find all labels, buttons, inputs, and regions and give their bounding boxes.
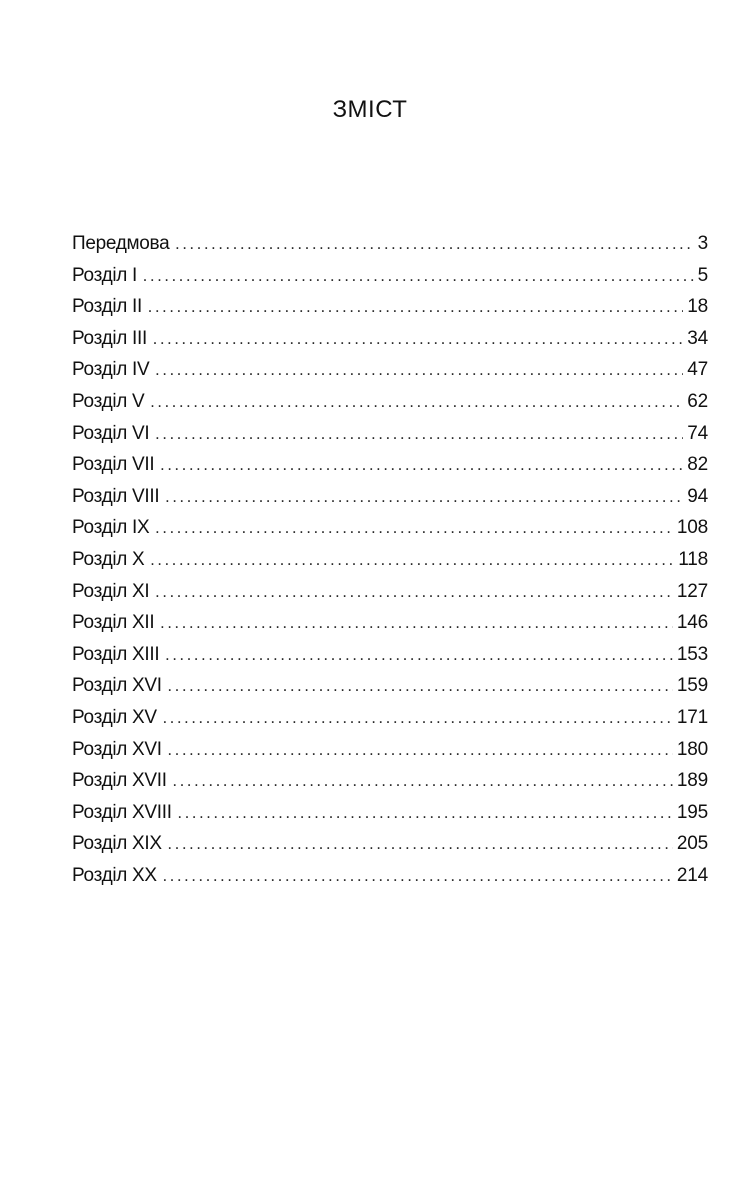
toc-dot-leader: [168, 829, 673, 861]
toc-entry-label: Розділ X: [72, 548, 145, 570]
toc-entry-label: Розділ XVI: [72, 675, 162, 697]
toc-dot-leader: [163, 861, 673, 893]
toc-dot-leader: [150, 545, 674, 577]
toc-entry-label: Розділ IV: [72, 359, 150, 381]
toc-entry: [72, 576, 708, 608]
toc-entry-label: Розділ V: [72, 390, 145, 412]
toc-entry: [72, 828, 708, 860]
toc-page-number: 127: [676, 580, 708, 602]
toc-entry-label: Розділ VII: [72, 454, 155, 476]
toc-page-number: 82: [687, 454, 708, 476]
toc-dot-leader: [165, 482, 683, 514]
toc-entry: [72, 860, 708, 892]
toc-dot-leader: [168, 671, 673, 703]
toc-page-number: 47: [687, 359, 708, 381]
toc-entry: [72, 481, 708, 513]
toc-entry-label: Розділ IX: [72, 517, 150, 539]
toc-entry: [72, 291, 708, 323]
toc-entry: [72, 354, 708, 386]
toc-dot-leader: [175, 229, 693, 261]
toc-entry: [72, 449, 708, 481]
toc-entry-label: Розділ І: [72, 264, 138, 286]
toc-dot-leader: [163, 703, 673, 735]
table-of-contents: [72, 228, 708, 891]
toc-entry-label: Розділ ІІ: [72, 296, 143, 318]
toc-entry-label: Передмова: [72, 233, 170, 254]
page-title: ЗМІСТ: [332, 96, 408, 124]
toc-page-number: 74: [687, 422, 708, 444]
toc-entry-label: Розділ XX: [72, 864, 157, 886]
toc-page-number: 171: [676, 706, 708, 728]
toc-dot-leader: [173, 766, 673, 798]
toc-dot-leader: [160, 608, 673, 640]
toc-page-number: 189: [676, 770, 708, 792]
toc-dot-leader: [155, 419, 683, 451]
toc-dot-leader: [155, 577, 672, 609]
toc-page-number: 108: [676, 517, 708, 539]
toc-page-number: 180: [676, 738, 708, 760]
toc-entry-label: Розділ XVII: [72, 770, 167, 792]
toc-entry-label: Розділ VI: [72, 422, 150, 444]
toc-entry: [72, 607, 708, 639]
toc-dot-leader: [178, 798, 673, 830]
toc-page-number: 214: [676, 864, 708, 886]
toc-dot-leader: [155, 513, 672, 545]
toc-dot-leader: [168, 735, 673, 767]
toc-entry: [72, 228, 708, 260]
toc-entry: [72, 734, 708, 766]
toc-dot-leader: [165, 640, 673, 672]
toc-page-number: 205: [676, 833, 708, 855]
toc-dot-leader: [143, 261, 694, 293]
toc-dot-leader: [153, 324, 683, 356]
toc-entry-label: Розділ XIII: [72, 643, 160, 665]
toc-entry-label: Розділ ІІІ: [72, 327, 147, 349]
toc-entry: [72, 639, 708, 671]
toc-entry: [72, 702, 708, 734]
toc-entry-label: Розділ VIII: [72, 485, 160, 507]
toc-entry: [72, 797, 708, 829]
toc-entry-label: Розділ XI: [72, 580, 150, 602]
toc-dot-leader: [150, 387, 683, 419]
toc-entry: [72, 323, 708, 355]
toc-page-number: 18: [687, 296, 708, 318]
toc-entry: [72, 512, 708, 544]
toc-page-number: 118: [678, 548, 708, 570]
toc-page-number: 195: [676, 801, 708, 823]
toc-entry: [72, 670, 708, 702]
toc-page-number: 94: [687, 485, 708, 507]
toc-entry: [72, 418, 708, 450]
toc-page-number: 159: [676, 675, 708, 697]
toc-entry: [72, 765, 708, 797]
toc-entry: [72, 386, 708, 418]
toc-entry: [72, 544, 708, 576]
toc-dot-leader: [160, 450, 683, 482]
toc-entry-label: Розділ XVI: [72, 738, 162, 760]
toc-entry-label: Розділ XV: [72, 706, 157, 728]
toc-dot-leader: [155, 355, 683, 387]
toc-entry-label: Розділ XII: [72, 612, 155, 634]
toc-page-number: 3: [697, 233, 708, 254]
toc-entry-label: Розділ XIX: [72, 833, 162, 855]
toc-page-number: 146: [676, 612, 708, 634]
toc-page-number: 5: [697, 264, 708, 286]
toc-page-number: 34: [687, 327, 708, 349]
toc-dot-leader: [148, 292, 683, 324]
toc-entry-label: Розділ XVIII: [72, 801, 172, 823]
toc-page-number: 62: [687, 390, 708, 412]
toc-entry: [72, 260, 708, 292]
toc-page-number: 153: [676, 643, 708, 665]
